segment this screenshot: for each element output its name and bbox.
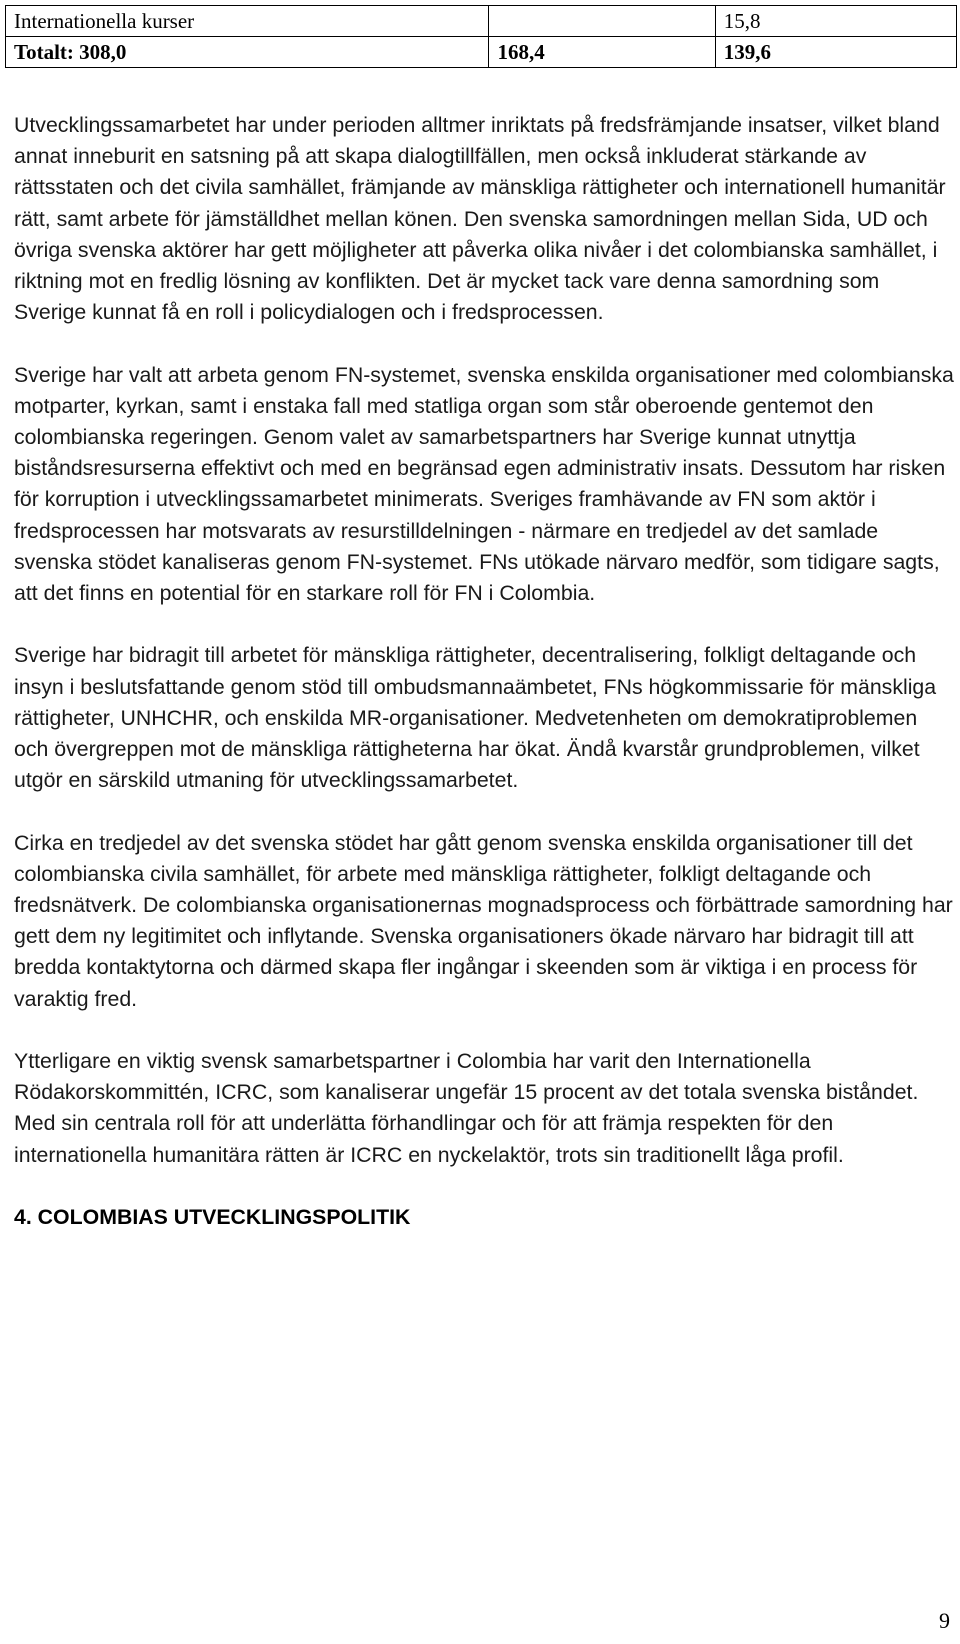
row-value-2 bbox=[489, 6, 715, 37]
paragraph-5: Ytterligare en viktig svensk samarbetspartner i Colombia har varit den Internationella Rödakorskommittén, ICRC, som kanaliserar ungefär 15 procent av det totala svenska biståndet. Med sin centrala roll för att underlätta förhandlingar och för att främja respekten för den internationella humanitära rätten är ICRC en nyckelaktör, trots sin traditionellt låga profil. bbox=[14, 1049, 919, 1167]
table-row-total bbox=[6, 37, 957, 68]
document-body bbox=[14, 110, 954, 1233]
total-label: Totalt: 308,0 bbox=[6, 37, 489, 68]
paragraph-4: Cirka en tredjedel av det svenska stödet har gått genom svenska enskilda organisationer till det colombianska civila samhället, för arbete med mänskliga rättigheter, folkligt deltagande och fredsnätverk. De colombianska organisationernas mognadsprocess och förbättrade samordning har gett dem ny legitimitet och inflytande. Svenska organisationers ökade närvaro har bidragit till att bredda kontaktytorna och därmed skapa fler ingångar i skeenden som är viktiga i en process för varaktig fred. bbox=[14, 830, 953, 1011]
total-value-2: 168,4 bbox=[489, 37, 715, 68]
budget-table bbox=[5, 5, 957, 68]
table-row bbox=[6, 6, 957, 37]
section-heading: 4. COLOMBIAS UTVECKLINGSPOLITIK bbox=[14, 1205, 411, 1230]
row-value-3: 15,8 bbox=[715, 6, 956, 37]
paragraph-1: Utvecklingssamarbetet har under perioden alltmer inriktats på fredsfrämjande insatser, vilket bland annat inneburit en satsning på att skapa dialogtillfällen, men också inkluderat stärkande av rättsstaten och det civila samhället, främjande av mänskliga rättigheter och internationell humanitär rätt, samt arbete för jämställdhet mellan könen. Den svenska samordningen mellan Sida, UD och övriga svenska aktörer har gett möjligheter att påverka olika nivåer i det colombianska samhället, i riktning mot en fredlig lösning av konflikten. Det är mycket tack vare denna samordning som Sverige kunnat få en roll i policydialogen och i fredsprocessen. bbox=[14, 113, 946, 325]
total-value-3: 139,6 bbox=[715, 37, 956, 68]
row-label: Internationella kurser bbox=[6, 6, 489, 37]
paragraph-3: Sverige har bidragit till arbetet för mänskliga rättigheter, decentralisering, folkligt deltagande och insyn i beslutsfattande genom stöd till ombudsmannaämbetet, FNs högkommissarie för mänskliga rättigheter, UNHCHR, och enskilda MR-organisationer. Medvetenheten om demokratiproblemen och övergreppen mot de mänskliga rättigheterna har ökat. Ändå kvarstår grundproblemen, vilket utgör en särskild utmaning för utvecklingssamarbetet. bbox=[14, 643, 937, 793]
page-number: 9 bbox=[939, 1608, 950, 1633]
paragraph-2: Sverige har valt att arbeta genom FN-systemet, svenska enskilda organisationer med colombianska motparter, kyrkan, samt i enstaka fall med statliga organ som står oberoende gentemot den colombianska regeringen. Genom valet av samarbetspartners har Sverige kunnat utnyttja biståndsresurserna effektivt och med en begränsad egen administrativ insats. Dessutom har risken för korruption i utvecklingssamarbetet minimerats. Sveriges framhävande av FN som aktör i fredsprocessen har motsvarats av resurstilldelningen - närmare en tredjedel av det samlade svenska stödet kanaliseras genom FN-systemet. FNs utökade närvaro medför, som tidigare sagts, att det finns en potential för en starkare roll för FN i Colombia. bbox=[14, 362, 954, 606]
